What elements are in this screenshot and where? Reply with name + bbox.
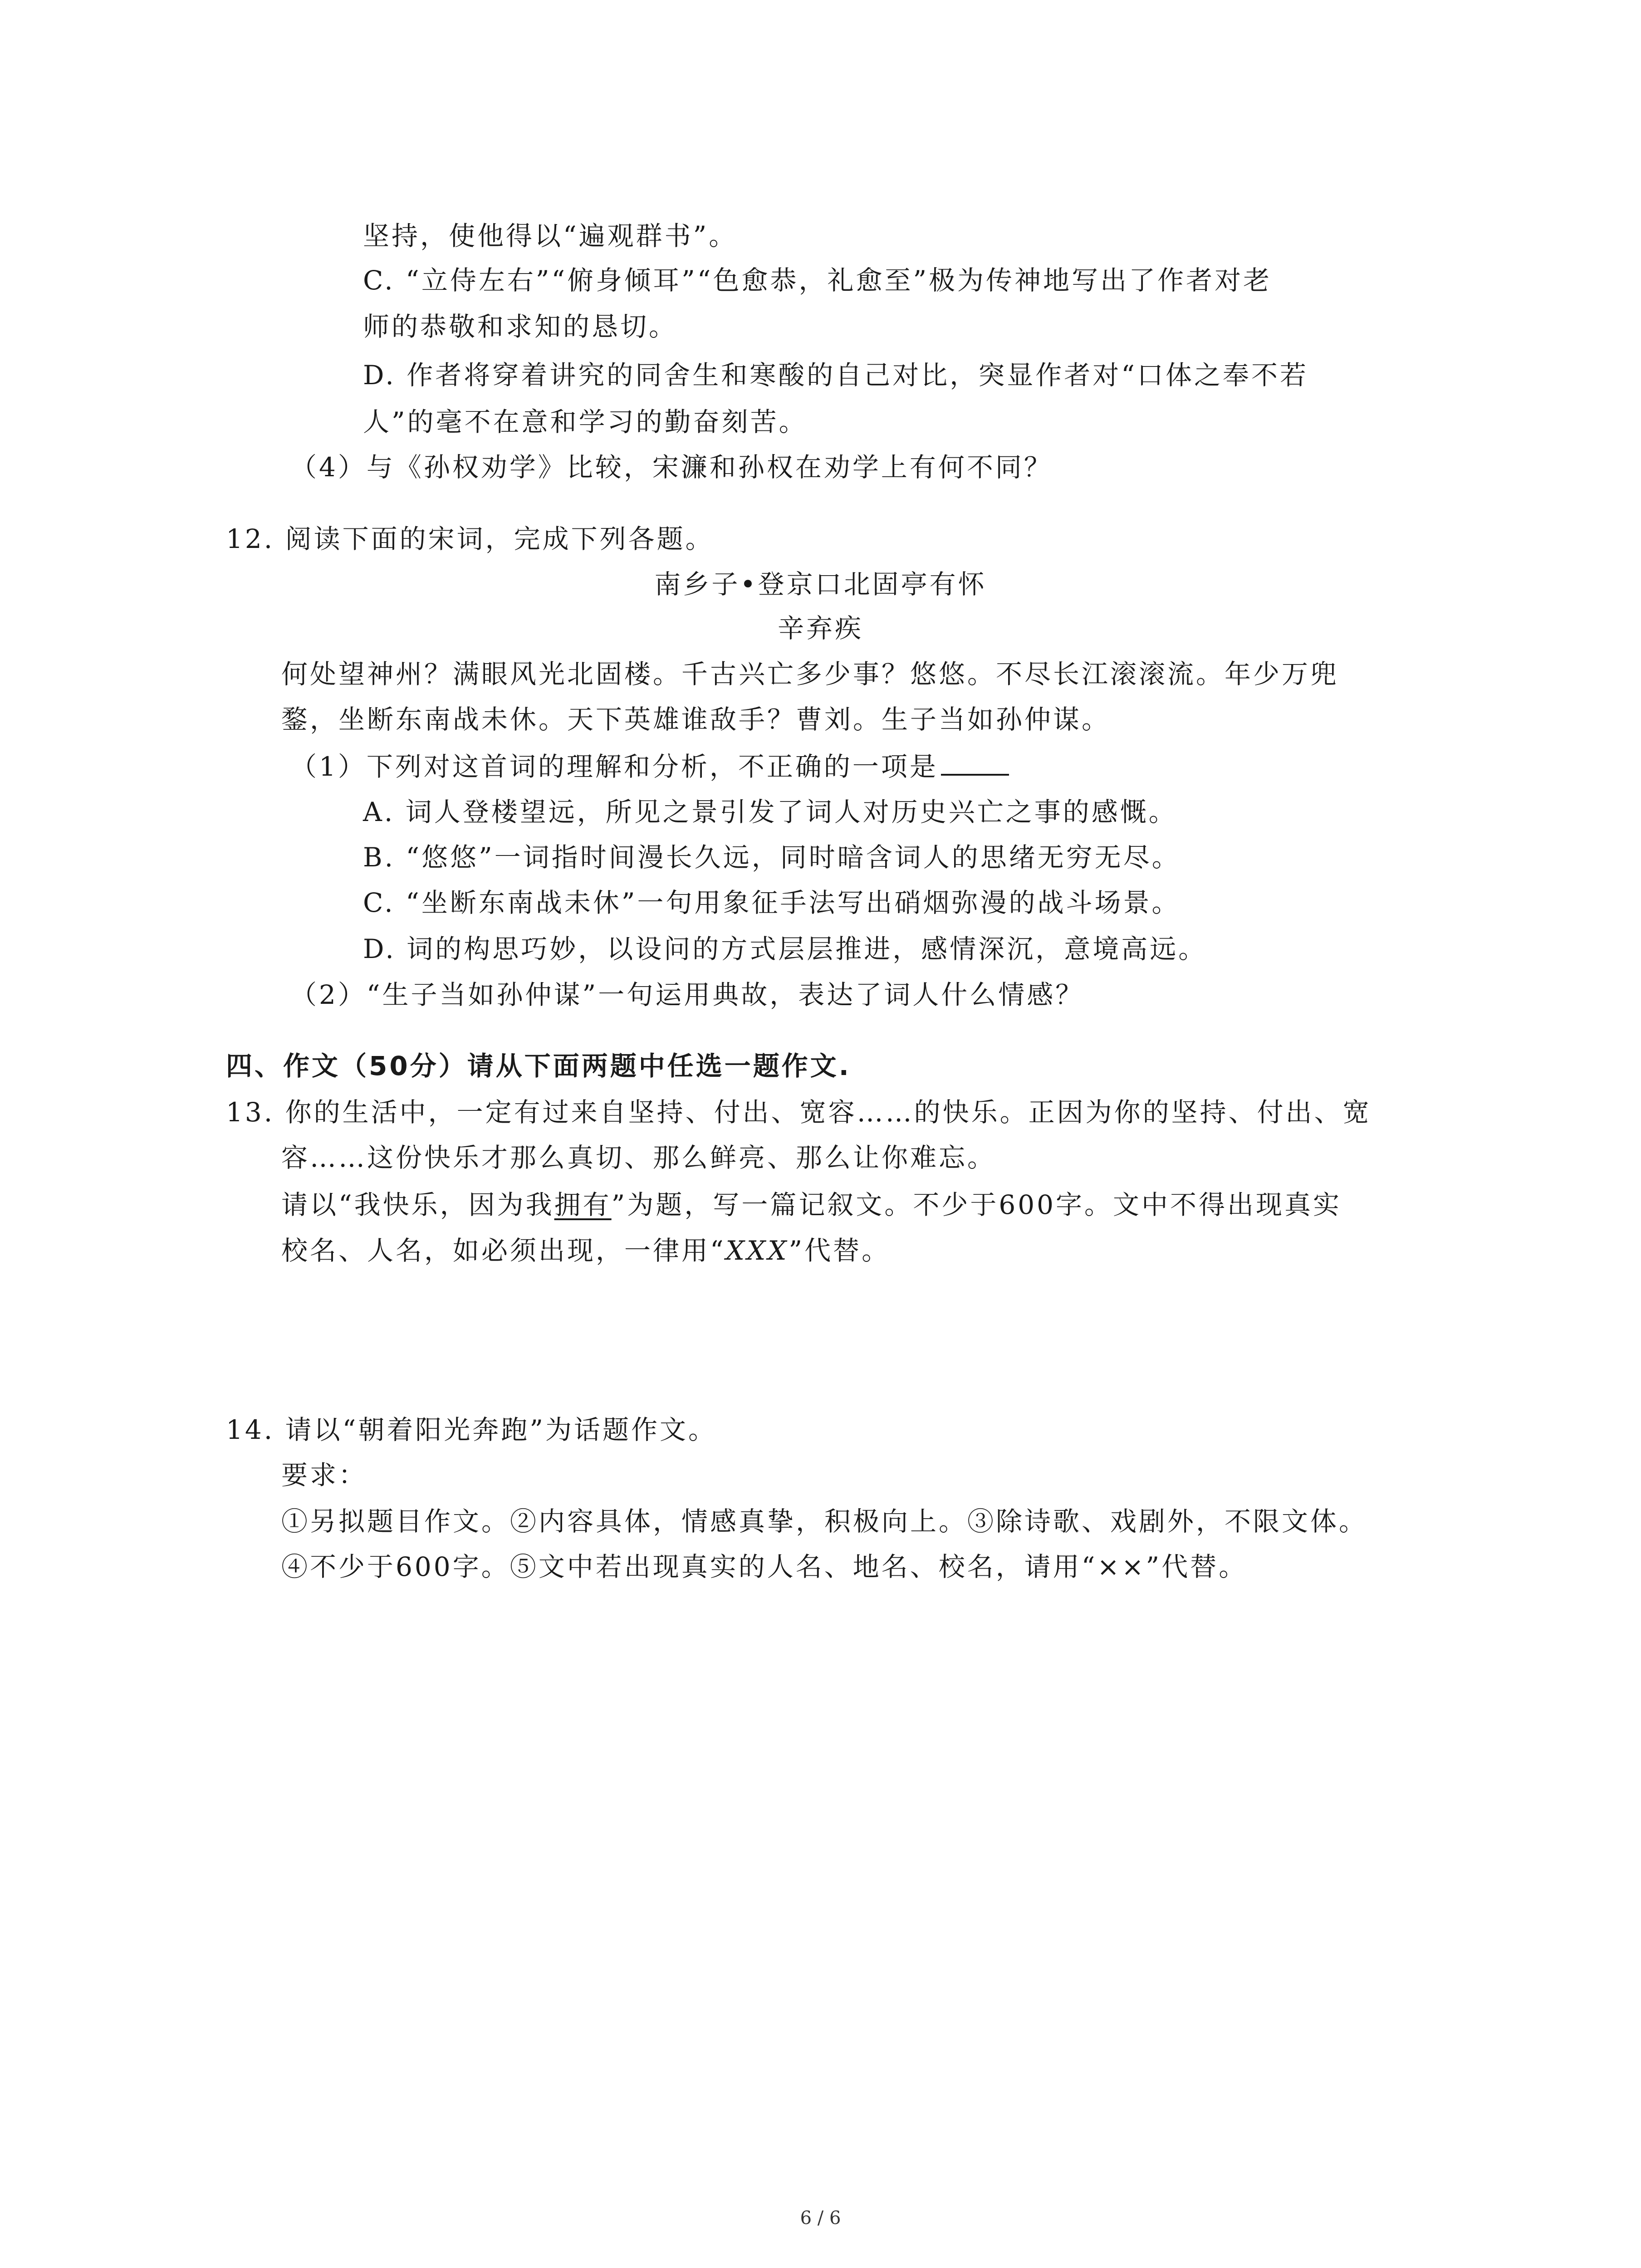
q13-line-3-post: ”为题，写一篇记叙文。不少于600字。文中不得出现真实 — [611, 1189, 1342, 1220]
q11-option-d-line2: 人”的毫不在意和学习的勤奋刻苦。 — [363, 406, 808, 437]
q12-option-c: C. “坐断东南战未休”一句用象征手法写出硝烟弥漫的战斗场景。 — [363, 887, 1181, 918]
q14-requirements-label: 要求： — [281, 1460, 367, 1491]
poem-author: 辛弃疾 — [777, 613, 863, 644]
q12-subquestion-2: （2）“生子当如孙仲谋”一句运用典故，表达了词人什么情感？ — [290, 979, 1084, 1010]
q12-subquestion-1 — [290, 748, 1009, 785]
q14-requirements-line-2: ④不少于600字。⑤文中若出现真实的人名、地名、校名，请用“××”代替。 — [281, 1551, 1248, 1582]
poem-line-2: 鍪，坐断东南战未休。天下英雄谁敌手？曹刘。生子当如孙仲谋。 — [281, 704, 1111, 735]
q11-option-d-line1: D. 作者将穿着讲究的同舍生和寒酸的自己对比，突显作者对“口体之奉不若 — [363, 360, 1308, 391]
q12-option-a: A. 词人登楼望远，所见之景引发了词人对历史兴亡之事的感慨。 — [363, 797, 1177, 827]
answer-blank[interactable] — [941, 750, 1009, 776]
page-number: 6 / 6 — [800, 2208, 841, 2229]
q13-line-4-pre: 校名、人名，如必须出现，一律用“ — [281, 1235, 726, 1266]
q12-stem: 12. 阅读下面的宋词，完成下列各题。 — [226, 523, 714, 554]
q13-line-3-pre: 请以“我快乐，因为我 — [281, 1189, 554, 1220]
q13-line-2: 容……这份快乐才那么真切、那么鲜亮、那么让你难忘。 — [281, 1142, 996, 1173]
q11-option-b-continued: 坚持，使他得以“遍观群书”。 — [363, 220, 738, 251]
q14-requirements-line-1: ①另拟题目作文。②内容具体，情感真挚，积极向上。③除诗歌、戏剧外，不限文体。 — [281, 1506, 1368, 1537]
q14-line-1: 14. 请以“朝着阳光奔跑”为话题作文。 — [226, 1414, 717, 1445]
q13-line-3 — [281, 1187, 1342, 1223]
q12-option-b: B. “悠悠”一词指时间漫长久远，同时暗含词人的思绪无穷无尽。 — [363, 842, 1181, 873]
q11-subquestion-4: （4）与《孙权劝学》比较，宋濂和孙权在劝学上有何不同？ — [290, 452, 1053, 483]
q13-line-4-post: ”代替。 — [789, 1235, 891, 1266]
q13-line-1: 13. 你的生活中，一定有过来自坚持、付出、宽容……的快乐。正因为你的坚持、付出、宽 — [226, 1097, 1372, 1128]
q13-line-4 — [281, 1232, 890, 1269]
section-4-heading: 四、作文（50分）请从下面两题中任选一题作文. — [226, 1051, 851, 1081]
q12-option-d: D. 词的构思巧妙，以设问的方式层层推进，感情深沉，意境高远。 — [363, 934, 1207, 964]
q11-option-c-line1: C. “立侍左右”“俯身倾耳”“色愈恭，礼愈至”极为传神地写出了作者对老 — [363, 265, 1272, 296]
poem-title: 南乡子•登京口北固亭有怀 — [654, 569, 987, 600]
q13-placeholder-xxx: XXX — [725, 1235, 789, 1266]
q11-option-c-line2: 师的恭敬和求知的恳切。 — [363, 311, 678, 342]
poem-line-1: 何处望神州？满眼风光北固楼。千古兴亡多少事？悠悠。不尽长江滚滚流。年少万兜 — [281, 659, 1339, 689]
q12-subquestion-1-text: （1）下列对这首词的理解和分析，不正确的一项是 — [290, 751, 938, 782]
q13-underlined-word: 拥有 — [554, 1189, 612, 1220]
